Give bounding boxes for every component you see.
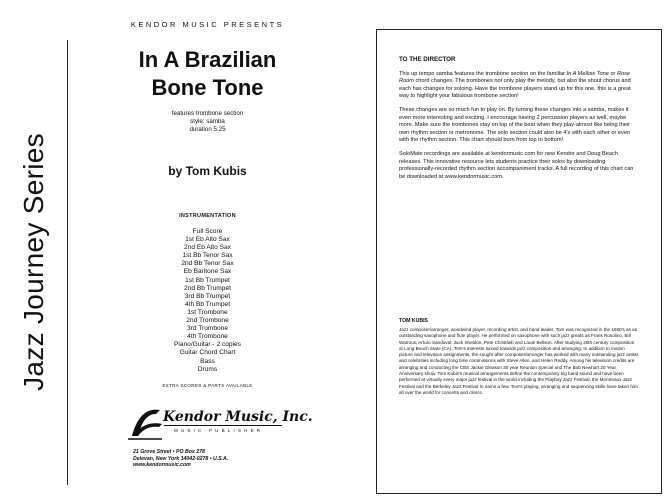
address-street: 21 Grove Street • PO Box 278 [133,449,205,455]
director-paragraph-1 [399,71,639,101]
publisher-heading: KENDOR MUSIC PRESENTS [130,20,285,29]
instrument-item: 2nd Trombone [186,317,229,325]
title-line-1: In A Brazilian [138,47,277,72]
instrument-item: 4th Trombone [187,333,228,341]
director-paragraph-2: These changes are so much fun to play on. By turning these changes into a samba, makes it even more interesting and exciting. I encourage having 2 percussion players as well, maybe more. Make sure the trombones stay on top of the beat when they play-almost like being their own rhythm section or metronome. The solo section could also be 4's with each other or even with the rhythm section. This chart should burn from top to bottom! [399,106,631,144]
para1-text: or [608,70,617,77]
extra-parts-note: EXTRA SCORES & PARTS AVAILABLE [162,383,253,388]
instrument-item: Drums [197,365,218,373]
piece-meta [95,110,320,134]
song-reference: Rose Room [399,70,631,85]
title-line-2: Bone Tone [151,75,264,100]
meta-duration: duration 5:25 [189,126,226,133]
instrument-item: 1st Trombone [187,308,228,316]
para1-text: chord changes. The trombones not only play the melody, but also the shout chorus and each has changes for soloing. Have the trombone players stand up for this one, this is a great way to highlight your fabulous trombone section! [399,78,631,100]
para1-text: This up tempo samba features the trombone section on the familiar [399,70,567,77]
publisher-address [133,449,228,469]
instrument-item: 2nd Eb Alto Sax [184,244,231,252]
director-paragraph-3: SoloMate recordings are available at kendormusic.com for new Kendor and Doug Beach releases. This innovative resource lets students practice their solos by downloading professionally-recorded rhythm section accompaniment tracks. A full recording of this chart can be downloaded at www.kendormusic.com. [399,150,634,180]
cover-page [0,0,330,500]
instrument-item: 3rd Trombone [186,325,229,333]
instrument-item: 1st Bb Tenor Sax [182,252,233,260]
logo-subtitle: MUSIC PUBLISHER [174,428,264,433]
meta-feature: features trombone section [171,110,244,117]
instrument-item: 1st Bb Trumpet [185,276,230,284]
instrument-item: Guitar Chord Chart [179,349,236,357]
meta-style: style: samba [190,118,225,125]
bio-heading: TOM KUBIS [399,318,429,324]
bio-paragraph: Jazz composer/arranger, woodwind player, recording artist, and band leader, Tom was recognized in the 1980's as an outstanding saxophone and flute player. He performed on saxophone with such jazz greats as Frank Rosolino, Bill Watrous, Arturo Sandoval, Jack Sheldon, Pete Christlieb and Louie Bellson. After studying 20th century composition at Long Beach State (CA), Tom's interests turned towards jazz composition and arranging. In addition to motion picture and television assignments, the sought after composer/arranger has worked with many outstanding jazz artists and celebrities including long time commissions with Steve Allen, and Helen Reddy. Among his television credits are arranging and conducting the CBS Jackie Gleason 30 year Reunion Special and The Bob Newhart 20 Year Anniversary show. Tom Kubis's musical arrangements define the contemporary big band sound and have been performed at virtually every major jazz festival in the world including the Playboy Jazz Festival, the Montreaux Jazz Festival and the Berkeley Jazz Festival to name a few. Tom's playing, arranging and sequencing skills have taken him all over the world for concerts and clinics. [399,327,639,395]
instrument-item: Full Score [192,228,223,235]
song-reference: In A Mellow Tone [566,70,609,77]
series-title: Jazz Journey Series [18,133,49,391]
notes-page [376,29,662,494]
instrument-item: Bass [200,357,215,365]
address-city: Delevan, New York 14042-0278 • U.S.A. [133,455,229,462]
piece-title [95,46,320,102]
instrument-item: Piano/Guitar - 2 copies [173,341,242,349]
director-notes [399,56,639,187]
composer: by Tom Kubis [168,164,247,178]
instrument-item: 4th Bb Trumpet [184,300,231,308]
logo-rule [164,425,282,426]
publisher-logo [126,406,313,446]
instrument-item: 2nd Bb Trumpet [184,284,231,292]
instrument-item: 1st Eb Alto Sax [185,236,230,244]
instrument-list [95,228,320,374]
director-heading: TO THE DIRECTOR [399,56,456,63]
instrument-item: 3rd Bb Trumpet [184,292,231,300]
kendor-emblem-icon [126,406,166,442]
logo-wordmark: Kendor Music, Inc. [163,409,313,425]
instrumentation-heading: INSTRUMENTATION [179,213,236,219]
instrument-item: 2nd Bb Tenor Sax [181,260,234,268]
address-website: www.kendormusic.com [133,462,191,469]
instrument-item: Eb Baritone Sax [183,268,232,276]
